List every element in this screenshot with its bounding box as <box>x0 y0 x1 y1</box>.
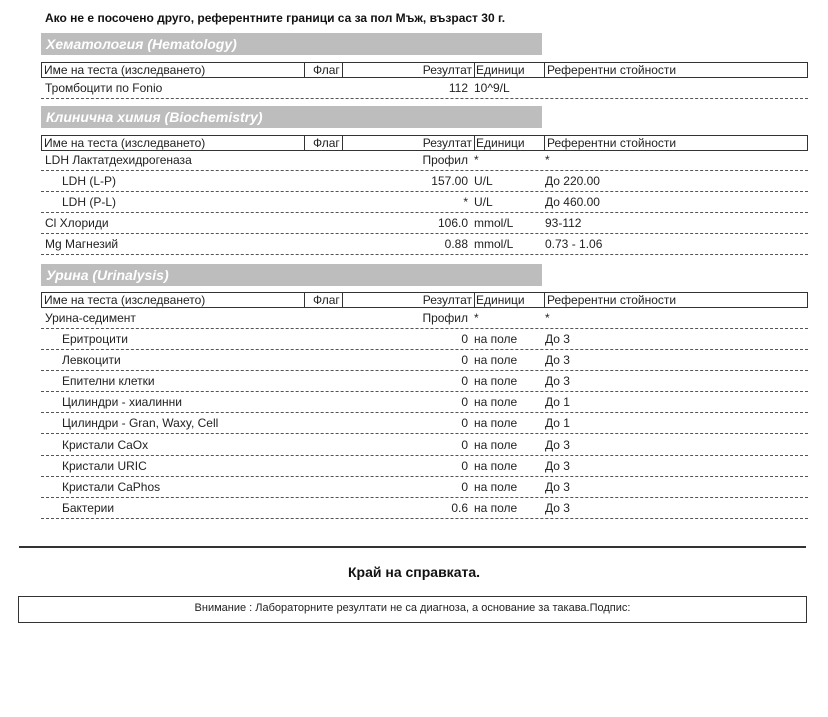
test-ref: До 460.00 <box>545 195 600 209</box>
col-result-header: Резултат <box>342 293 474 307</box>
table-row <box>41 414 808 434</box>
test-result: 106.0 <box>437 216 468 230</box>
test-unit: на поле <box>474 395 518 409</box>
test-result: * <box>463 195 468 209</box>
test-result: 0 <box>461 459 468 473</box>
test-name: LDH Лактатдехидрогеназа <box>45 153 192 167</box>
col-unit-header: Единици <box>474 63 544 77</box>
reference-intro-text: Ако не е посочено друго, референтните граници са за пол Мъж, възраст 30 г. <box>45 11 506 25</box>
test-name: Цилиндри - Gran, Waxy, Cell <box>62 416 219 430</box>
test-unit: U/L <box>474 195 493 209</box>
disclaimer-box: Внимание : Лабораторните резултати не са диагноза, а основание за такава.Подпис: <box>18 596 807 623</box>
test-name: Бактерии <box>62 501 115 515</box>
test-ref: * <box>545 311 550 325</box>
test-unit: mmol/L <box>474 237 514 251</box>
test-result: 0 <box>461 374 468 388</box>
test-ref: До 3 <box>545 332 570 346</box>
col-flag-header: Флаг <box>304 293 342 307</box>
test-unit: 10^9/L <box>474 81 510 95</box>
test-ref: До 3 <box>545 438 570 452</box>
test-ref: До 220.00 <box>545 174 600 188</box>
col-flag-header: Флаг <box>304 136 342 150</box>
test-result: Профил <box>422 153 468 167</box>
table-row <box>41 309 808 329</box>
test-ref: До 3 <box>545 353 570 367</box>
test-result: 0 <box>461 353 468 367</box>
table-header <box>41 135 808 151</box>
col-ref-header: Референтни стойности <box>544 293 806 307</box>
test-name: Cl Хлориди <box>45 216 109 230</box>
table-row <box>41 351 808 371</box>
test-result: 0.6 <box>451 501 468 515</box>
col-unit-header: Единици <box>474 136 544 150</box>
table-row <box>41 478 808 498</box>
test-result: 112 <box>448 81 468 95</box>
test-unit: на поле <box>474 374 518 388</box>
col-result-header: Резултат <box>342 136 474 150</box>
test-unit: mmol/L <box>474 216 514 230</box>
col-name-header: Име на теста (изследването) <box>44 136 206 150</box>
test-name: Кристали CaPhos <box>62 480 161 494</box>
table-row <box>41 151 808 171</box>
test-result: 0 <box>461 395 468 409</box>
test-unit: на поле <box>474 480 518 494</box>
test-ref: До 3 <box>545 459 570 473</box>
test-ref: До 3 <box>545 374 570 388</box>
test-unit: на поле <box>474 438 518 452</box>
test-ref: До 1 <box>545 416 570 430</box>
col-ref-header: Референтни стойности <box>544 63 806 77</box>
test-name: Кристали CaOx <box>62 438 149 452</box>
test-result: 0 <box>461 416 468 430</box>
test-unit: на поле <box>474 353 518 367</box>
table-row <box>41 499 808 519</box>
test-ref: До 1 <box>545 395 570 409</box>
col-flag-header: Флаг <box>304 63 342 77</box>
test-name: Кристали URIC <box>62 459 147 473</box>
col-unit-header: Единици <box>474 293 544 307</box>
divider-rule <box>19 546 806 548</box>
test-ref: * <box>545 153 550 167</box>
test-result: 0.88 <box>444 237 468 251</box>
table-row <box>41 372 808 392</box>
test-result: 0 <box>461 332 468 346</box>
test-ref: До 3 <box>545 480 570 494</box>
test-unit: на поле <box>474 416 518 430</box>
col-name-header: Име на теста (изследването) <box>44 63 206 77</box>
test-result: 157.00 <box>431 174 468 188</box>
table-row <box>41 393 808 413</box>
table-header <box>41 292 808 308</box>
test-unit: * <box>474 311 479 325</box>
col-ref-header: Референтни стойности <box>544 136 806 150</box>
test-unit: на поле <box>474 459 518 473</box>
table-header <box>41 62 808 78</box>
end-of-report-text: Край на справката. <box>347 564 481 580</box>
table-row <box>41 235 808 255</box>
test-name: Еритроцити <box>62 332 128 346</box>
section-header-biochemistry <box>41 106 542 128</box>
table-row <box>41 330 808 350</box>
section-title: Клинична химия (Biochemistry) <box>46 109 263 125</box>
test-name: Цилиндри - хиалинни <box>62 395 182 409</box>
table-row <box>41 214 808 234</box>
test-name: Урина-седимент <box>45 311 136 325</box>
section-header-hematology <box>41 33 542 55</box>
test-name: Епителни клетки <box>62 374 155 388</box>
test-ref: 93-112 <box>545 216 582 230</box>
test-unit: на поле <box>474 501 518 515</box>
test-result: 0 <box>461 438 468 452</box>
test-name: Тромбоцити по Fonio <box>45 81 163 95</box>
col-name-header: Име на теста (изследването) <box>44 293 206 307</box>
test-name: LDH (P-L) <box>62 195 117 209</box>
section-title: Хематология (Hematology) <box>46 36 237 52</box>
table-row <box>41 193 808 213</box>
col-result-header: Резултат <box>342 63 474 77</box>
table-row <box>41 457 808 477</box>
test-name: Левкоцити <box>62 353 121 367</box>
test-ref: 0.73 - 1.06 <box>545 237 603 251</box>
test-result: Профил <box>422 311 468 325</box>
test-name: Mg Магнезий <box>45 237 119 251</box>
test-unit: * <box>474 153 479 167</box>
section-header-urinalysis <box>41 264 542 286</box>
table-row <box>41 172 808 192</box>
test-ref: До 3 <box>545 501 570 515</box>
test-unit: U/L <box>474 174 493 188</box>
table-row <box>41 79 808 99</box>
section-title: Урина (Urinalysis) <box>46 267 169 283</box>
table-row <box>41 436 808 456</box>
test-name: LDH (L-P) <box>62 174 117 188</box>
test-unit: на поле <box>474 332 518 346</box>
test-result: 0 <box>461 480 468 494</box>
